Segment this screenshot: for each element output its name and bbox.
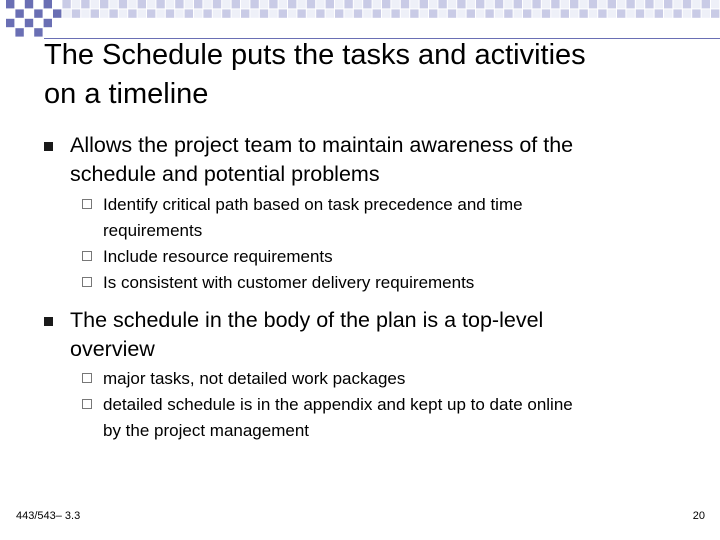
sub-bullet-text: Include resource requirements	[103, 247, 333, 266]
square-bullet-icon	[44, 317, 53, 326]
page-number: 20	[692, 510, 705, 522]
footer-course-label: 443/543– 3.3	[16, 510, 81, 522]
sub-bullet-text: Identify critical path based on task precedence and time requirements	[103, 195, 523, 240]
square-bullet-icon	[44, 142, 53, 151]
hollow-square-bullet-icon	[82, 251, 92, 261]
slide-title: The Schedule puts the tasks and activities on a timeline	[44, 39, 586, 110]
hollow-square-bullet-icon	[82, 277, 92, 287]
hollow-square-bullet-icon	[82, 199, 92, 209]
sub-bullet-text: detailed schedule is in the appendix and kept up to date online by the project management	[103, 395, 573, 440]
sub-bullet-text: major tasks, not detailed work packages	[103, 369, 406, 388]
bullet-text: The schedule in the body of the plan is a top-level overview	[70, 308, 544, 361]
hollow-square-bullet-icon	[82, 399, 92, 409]
bullet-text: Allows the project team to maintain awareness of the schedule and potential problems	[70, 133, 574, 186]
hollow-square-bullet-icon	[82, 373, 92, 383]
sub-bullet-text: Is consistent with customer delivery requirements	[103, 273, 475, 292]
